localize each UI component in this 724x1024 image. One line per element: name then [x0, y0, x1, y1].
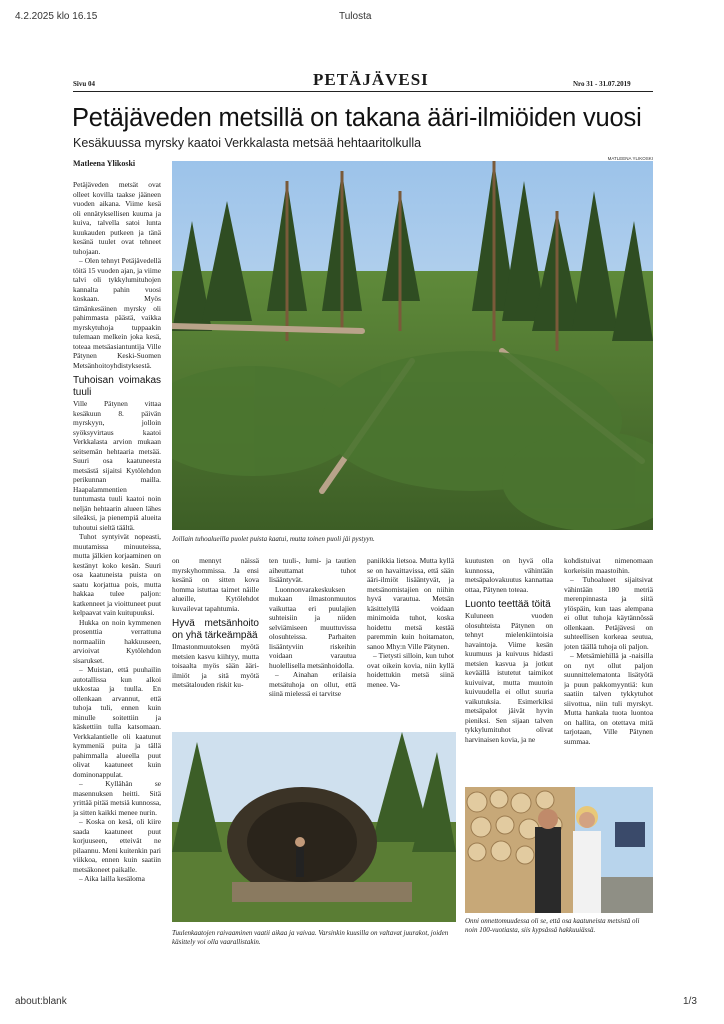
subhead-nature-work: Luonto teettää töitä: [465, 599, 551, 610]
masthead: PETÄJÄVESI: [313, 70, 429, 89]
paragraph: – Tietysti silloin, kun tuhot ovat oikein kovia, niin kyllä hoidettukin metsä siinä menee. Va-: [367, 651, 454, 689]
paragraph: kohdistuivat nimenomaan korkeisiin maastoihin.: [564, 556, 653, 575]
page-label: Sivu 04: [73, 80, 95, 88]
text-column-1: [73, 180, 161, 958]
paragraph: – Metsämiehillä ja -naisilla on nyt ollut paljon suunnittelematonta lisätyötä ja puun pakkomyyntiä: kun saatiin talven tykkytuhot siivottua, niin tuli myrskyt. Mutta hankala tuota luontoa on hallita, on otettava mitä tarjotaan, Ville Pätynen summaa.: [564, 651, 653, 746]
text-column-6: [564, 556, 653, 781]
text-column-3: [269, 556, 356, 731]
right-photo-caption: Onni onnettomuudessa oli se, että osa kaatuneista metsistä oli noin 100-vuotiasta, siis kypsässä hakkuuiässä.: [465, 917, 640, 934]
issue-info: Nro 31 - 31.07.2019: [573, 80, 631, 88]
paragraph: ten tuuli-, lumi- ja tautien aiheuttamat tuhot lisääntyvät.: [269, 556, 356, 584]
storm-forest-photo: [172, 161, 653, 530]
foresters-photo: [465, 787, 653, 913]
subheadline: Kesäkuussa myrsky kaatoi Verkkalasta metsää hehtaaritolkulla: [73, 136, 422, 150]
paragraph: Ilmastonmuutoksen myötä metsien kasvu kiihtyy, mutta toisaalta myös sään ääri-ilmiöt ja sitä myötä metsätalouden riskit ku-: [172, 642, 259, 689]
paragraph: – Ainahan erilaisia metsätuhoja on ollut, että siinä mielessä ei tarvitse: [269, 670, 356, 698]
paragraph: on mennyt näissä myrskyhommissa. Ja ensi kesänä on sitten kova homma istuttaa taimet näille alueille, Kytölehdot kuvailevat tapahtumia.: [172, 556, 259, 613]
subhead-good-forestry: Hyvä metsänhoito on yhä tärkeämpää: [172, 618, 259, 641]
paragraph: Luonnonvarakeskuksen mukaan ilmastonmuutos vaikuttaa eri puulajien suhteisiin ja niiden selviämiseen muuttuvissa olosuhteissa. Parhaiten lisääntyviin riskeihin voidaan varautua huolellisella metsänhoidolla.: [269, 584, 356, 670]
paragraph: Kuluneen vuoden olosuhteista Pätynen on tehnyt mielenkiintoisia havaintoja. Viime kesän kuumuus ja kuivuus hidasti metsien kasvua ja jotkut keväällä istutetut taimikot kuivuivat, mutta muutoin kuivuudella ei ollut suuria vaikutuksia. Esimerkiksi metsäpalot jäivät hyvin pieniksi. Sen sijaan talven tykkylumituhot olivat harvinaisen kovia, ja ne: [465, 611, 553, 744]
paragraph: – Aika lailla kesäloma: [79, 874, 145, 883]
paragraph: – Tuhoalueet sijaitsivat vähintään 180 metriä merenpinnasta ja siitä ylöspäin, kun taas alempana ei ollut tuhoja käytännössä ollenkaan. Petäjävesi on suhteellisen korkeaa seutua, joten täällä tuhoja oli paljon.: [564, 575, 653, 651]
headline: Petäjäveden metsillä on takana ääri-ilmiöiden vuosi: [72, 104, 642, 132]
uprooted-tree-photo: [172, 732, 456, 922]
print-page-count: 1/3: [683, 996, 697, 1007]
foresters-illustration: [465, 787, 653, 913]
paragraph: – Muistan, että puuhailin autotallissa kun alkoi ukkostaa ja tuulla. En ollenkaan arvannut, että tuhoja tuli, ennen kuin minulle soitettiin ja käskettiin tulla katsomaan. Verkkalantielle oli kaatunut kymmeniä puita ja tällä pahimmalla alueella puut olivat kaatuneet kuin dominonappulat.: [73, 665, 161, 779]
text-column-4: [367, 556, 454, 731]
print-url: about:blank: [15, 996, 67, 1007]
paragraph: – Koska on kesä, oli kiire saada kaatuneet puut korjuuseen, etteivät ne pilaannu. Meni kuitenkin pari viikkoa, ennen kuin saatiin metsäkoneet paikalle.: [73, 817, 161, 874]
paragraph: kuutusten on hyvä olla kunnossa, vähintään metsäpalovakuutus kannattaa ottaa, Pätynen toteaa.: [465, 556, 553, 594]
paragraph: Petäjäveden metsät ovat olleet kovilla taakse jääneen vuoden aikana. Viime kesä oli ennätyksellisen kuuma ja kuiva, talvella satoi lunta kuukauden putkeen ja tänä kesänä tuulet ovat tehneet tuhojaan.: [73, 180, 161, 256]
text-column-2: [172, 556, 259, 731]
paragraph: Ville Pätynen vittaa kesäkuun 8. päivän myrskyyn, jolloin syöksyvirtaus kaatoi Verkkalasta arvion mukaan seitsemän hehtaaria metsää. Suuri osa kaatuneesta metsästä sijaitsi Kytölehdon perikunnan mailla. Haapalammentien tuntumasta tuuli kaatoi noin neljän hehtaarin alueen lähes sileäksi, ja pienempiä alueita tuhoutui sieltä täältä.: [73, 399, 161, 532]
paragraph: paniikkia lietsoa. Mutta kyllä se on havaittavissa, että sään ääri-ilmiöt lisääntyvät, ja metsänomistajien on niihin hyvä varautua. Metsän käsittelyllä voidaan minimoida tuhot, koska hoidettu metsä kestää paremmin kuin hoitamaton, sanoo Mhy:n Ville Pätynen.: [367, 556, 454, 651]
paragraph: Tuhot syntyivät nopeasti, muutamissa minuuteissa, mutta jälkien korjaaminen on kestänyt koko kesän. Suuri osa kaatuneista puista on saatu korjattua pois, mutta hakkaa tulee paljon: katkenneet ja vioittuneet puut kelpaavat vain kuitupuuksi.: [73, 532, 161, 617]
storm-forest-illustration: [172, 161, 653, 530]
main-photo-caption: Joillain tuhoalueilla puolet puista kaatui, mutta toinen puoli jäi pystyyn.: [172, 535, 375, 543]
uprooted-tree-illustration: [172, 732, 456, 922]
subhead-strong-wind: Tuhoisan voimakas tuuli: [73, 375, 161, 398]
photo-credit: MATLEENA YLIKOSKI: [607, 156, 653, 161]
author: Matleena Ylikoski: [73, 159, 136, 168]
print-title: Tulosta: [339, 11, 372, 22]
text-column-5: [465, 556, 553, 781]
masthead-rule: [73, 91, 653, 92]
bottom-photo-caption: Tuulenkaatojen raivaaminen vaatii aikaa ja vaivaa. Varsinkin kuusilla on valtavat juurakot, joiden käsittely voi olla vaarallistakin.: [172, 929, 449, 946]
paragraph: – Olen tehnyt Petäjävedellä töitä 15 vuoden ajan, ja viime talvi oli tykkylumituhojen kannalta pahin vuosi koskaan. Myös tämänkesäinen myrsky oli pahimmasta päästä, vaikka myrskytuhoja tuppaakin tulemaan melkein joka kesä, toteaa metsäasiantuntija Ville Pätynen Keski-Suomen Metsänhoitoyhdistyksestä.: [73, 256, 161, 370]
paragraph: – Kyllähän se masennuksen heitti. Sitä yrittää pitää metsiä kunnossa, ja sitten kaikki menee nurin.: [73, 779, 161, 817]
print-datetime: 4.2.2025 klo 16.15: [15, 11, 98, 22]
paragraph: Hukka on noin kymmenen prosenttia verrattuna normaaliin hakkuuseen, arvioivat Kytölehdon sisarukset.: [73, 617, 161, 665]
